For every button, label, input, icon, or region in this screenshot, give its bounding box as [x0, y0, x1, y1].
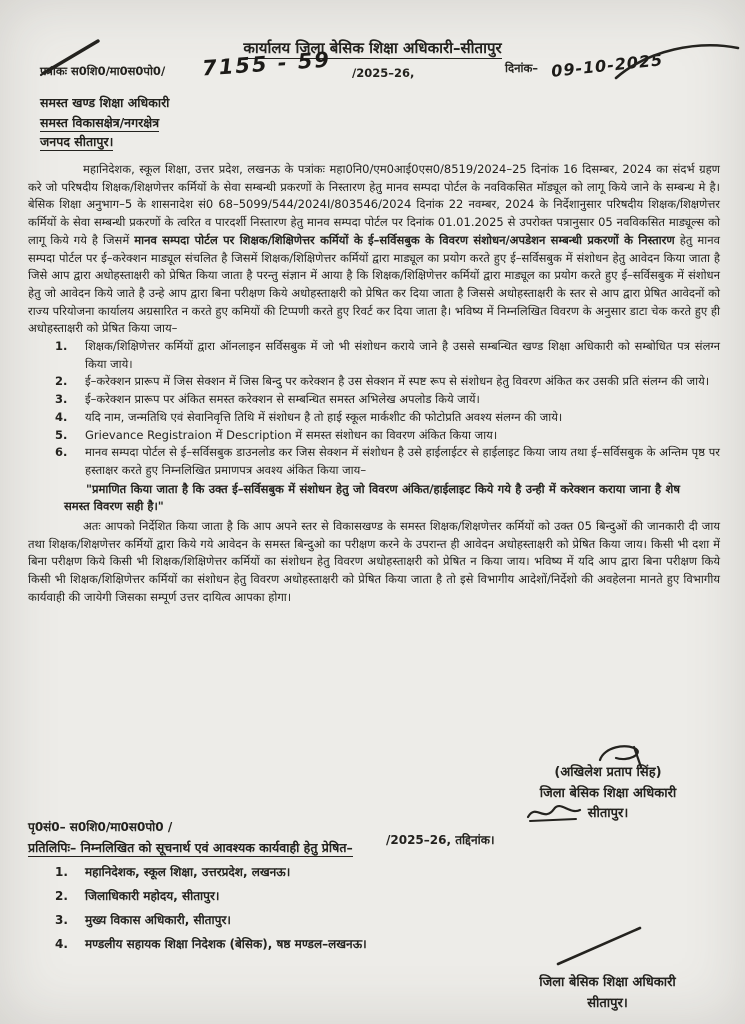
point-text: Grievance Registraion में Description में समस्त संशोधन का विवरण अंकित किया जाय। — [85, 427, 498, 442]
point-text: शिक्षक/शिक्षिणेत्तर कर्मियों द्वारा ऑनलाइन सर्विसबुक में जो भी संशोधन कराये जाने है उससे सम्बन्धित खण्ड शिक्षा अधिकारी को सम्बोधित पत्र संलग्न किया जाये। — [85, 339, 720, 371]
point-text: मानव सम्पदा पोर्टल से ई–सर्विसबुक डाउनलोड कर जिस सेक्शन में संशोधन है उसे हाईलाईटर से हाईलाइट किया जाय तथा ई–सर्विसबुक के अन्तिम पृष्ठ पर हस्ताक्षर करते हुए निम्नलिखित प्रमाणपत्र अवश्य अंकित किया जाय– — [85, 445, 720, 477]
point-text: ई–करेक्शन प्रारूप पर अंकित समस्त करेक्शन से सम्बन्धित समस्त अभिलेख अपलोड किये जायें। — [85, 392, 480, 407]
signatory-designation: जिला बेसिक शिक्षा अधिकारी — [539, 785, 677, 801]
copy-list — [28, 860, 628, 956]
point-number: 5. — [55, 427, 68, 442]
bottom-signatory-place: सीतापुर। — [587, 996, 628, 1011]
copy-text: महानिदेशक, स्कूल शिक्षा, उत्तरप्रदेश, लखनऊ। — [85, 865, 291, 879]
instruction-point — [28, 338, 720, 373]
point-text: ई–करेक्शन प्रारूप में जिस सेक्शन में जिस बिन्दु पर करेक्शन है उस सेक्शन में स्पष्ट रूप से संशोधन हेतु विवरण अंकित कर उसकी प्रति संलग्न की जाये। — [85, 374, 710, 389]
date-handwritten: 09-10-2025 — [550, 50, 665, 81]
instruction-point — [28, 373, 720, 391]
copy-text: मण्डलीय सहायक शिक्षा निदेशक (बेसिक), षष्ठ मण्डल–लखनऊ। — [85, 937, 367, 951]
endorsement-ref: पृ0सं0– स0शि0/मा0स0पो0 / — [28, 820, 173, 834]
copy-number: 1. — [55, 865, 68, 879]
instruction-point — [28, 444, 720, 479]
ref-number-handwritten: 7155 - 59 — [201, 47, 332, 81]
copy-number: 2. — [55, 889, 68, 903]
copy-item — [28, 860, 628, 884]
signature-scribble — [524, 799, 584, 827]
point-number: 6. — [55, 445, 68, 460]
copy-text: जिलाधिकारी महोदय, सीतापुर। — [85, 889, 220, 903]
recipient-line: समस्त विकासक्षेत्र/नगरक्षेत्र — [40, 114, 160, 130]
signatory-place: सीतापुर। — [587, 806, 629, 821]
para1-segment: हेतु मानव सम्पदा पोर्टल पर ई–करेक्शन माड्यूल संचलित है जिसमें शिक्षक/शिक्षिणेत्तर कर्मियों द्वारा माड्यूल का प्रयोग करते हुए ई–सर्विसबुक में संशोधन हेतु आवेदन किया जाता है जिसे आप द्वारा अधोहस्ताक्षरी को प्रेषित किया जाता है परन्तु संज्ञान में आया है कि शिक्षक/शिक्षिणेत्तर कर्मियों द्वारा माड्यूल का प्रयोग करते हुए ई–सर्विसबुक में संशोधन हेतु जो आवेदन किये जाते है उन्हे आप द्वारा बिना परीक्षण किये अधोहस्ताक्षरी को प्रेषित कर दिया जाता है जिससे अधोहस्ताक्षरी के स्तर से आप द्वारा प्रेषित आवेदनों को राज्य परियोजना कार्यालय अग्रसारित न करते हुए कमियों की टिप्पणी करते हुए रिवर्ट कर दिया जाता है। भविष्य में निम्नलिखित विवरण के अनुसार डाटा चेक करते हुए ही अधोहस्ताक्षरी को प्रेषित किया जाय– — [28, 232, 721, 336]
date-label: दिनांक– — [505, 61, 539, 75]
body-paragraph-2: अतः आपको निर्देशित किया जाता है कि आप अपने स्तर से विकासखण्ड के समस्त शिक्षक/शिक्षणेत्तर कर्मियों को उक्त 05 बिन्दुओं की जानकारी दी जाय तथा शिक्षक/शिक्षणेत्तर कर्मियों द्वारा किये गये आवेदन के समस्त बिन्दुओ का परीक्षण करने के उपरान्त ही आवेदन अधोहस्ताक्षरी को प्रेषित किया जाय। किसी भी दशा में बिना परीक्षण किये किसी भी शिक्षक/शिक्षिणेत्तर कर्मियों का संशोधन हेतु विवरण अधोहस्ताक्षरी को प्रेषित न किया जाय। भविष्य में यदि आप द्वारा बिना परीक्षण किये किसी भी शिक्षक/शिक्षिणेत्तर कर्मियों का संशोधन हेतु विवरण अधोहस्ताक्षरी को प्रेषित किया जाता है तो इसे विभागीय आदेशों/निर्देशो की अवहेलना मानते हुए विभागीय कार्यवाही की जायेगी जिसका सम्पूर्ण उत्तर दायित्व आपका होगा। — [28, 519, 720, 604]
certificate-quote: "प्रमाणित किया जाता है कि उक्त ई–सर्विसबुक में संशोधन हेतु जो विवरण अंकित/हाईलाइट किये गये है उन्ही में करेक्शन कराया जाना है शेष समस्त विवरण सही है।" — [64, 481, 680, 514]
ref-label: पत्रांकः स0शि0/मा0स0पो0/ — [40, 64, 166, 78]
recipient-block — [40, 93, 169, 152]
instruction-point — [28, 391, 720, 409]
point-text: यदि नाम, जन्मतिथि एवं सेवानिवृत्ति तिथि में संशोधन है तो हाई स्कूल मार्कशीट की फोटोप्रति अवश्य संलग्न की जाये। — [85, 409, 563, 424]
signature-stroke — [550, 920, 650, 970]
handwritten-date-flourish — [612, 36, 742, 82]
point-number: 2. — [55, 374, 68, 389]
signatory-name: (अखिलेश प्रताप सिंह) — [554, 765, 662, 780]
bottom-signatory-block — [500, 972, 715, 1014]
copy-heading-text: प्रतिलिपिः– निम्नलिखित को सूचनार्थ एवं आवश्यक कार्यवाही हेतु प्रेषित– — [28, 840, 353, 855]
copy-number: 4. — [55, 937, 68, 951]
office-title-text: कार्यालय जिला बेसिक शिक्षा अधिकारी–सीतापुर — [243, 39, 502, 57]
body-paragraph-1 — [28, 161, 720, 338]
copy-number: 3. — [55, 913, 68, 927]
point-number: 1. — [55, 339, 68, 354]
point-number: 3. — [55, 392, 68, 407]
copy-item — [28, 908, 628, 932]
copy-heading — [28, 839, 353, 856]
recipient-line: जनपद सीतापुर। — [40, 134, 114, 149]
recipient-line: समस्त खण्ड शिक्षा अधिकारी — [40, 95, 170, 110]
instruction-point — [28, 427, 720, 445]
point-number: 4. — [55, 409, 68, 424]
endorsement-session: /2025–26, तद्दिनांक। — [386, 833, 495, 847]
para1-segment: महानिदेशक, स्कूल शिक्षा, उत्तर प्रदेश, लखनऊ के पत्रांकः महा0नि0/एम0आई0एस0/8519/2024–25 दिनांक 16 दिसम्बर, 2024 का संदर्भ ग्रहण करे जो परिषदीय शिक्षक/शिक्षणेत्तर कर्मियों के सेवा सम्बन्धी प्रकरणों के निस्तारण हेतु मानव सम्पदा पोर्टल के नवविकसित मॉड्यूल को लागू किये जाने के सम्बन्ध मे है। बेसिक शिक्षा अनुभाग–5 के शासनादेश सं0 68–5099/544/2024I/803546/2024 दिनांक 22 नवम्बर, 2024 के निर्देशानुसार परिषदीय शिक्षक/शिक्षणेत्तर कर्मियों के सेवा सम्बन्धी प्रकरणों के त्वरित व पारदर्शी निस्तारण हेतु मानव सम्पदा पोर्टल पर दिनांक 01.01.2025 से उपरोक्त पत्रानुसार 05 नवविकसित माड्यूल्स को लागू किये गये है जिसमें — [28, 162, 720, 247]
copy-text: मुख्य विकास अधिकारी, सीतापुर। — [85, 913, 231, 927]
letter-body — [28, 161, 720, 607]
ref-session: /2025–26, — [352, 66, 415, 80]
copy-item — [28, 932, 628, 956]
para1-segment-bold: मानव सम्पदा पोर्टल पर शिक्षक/शिक्षिणेत्तर कर्मियों के ई–सर्विसबुक के विवरण संशोधन/अपडेशन सम्बन्धी प्रकरणों के निस्तारण — [134, 232, 675, 247]
bottom-signatory-designation: जिला बेसिक शिक्षा अधिकारी — [539, 975, 676, 990]
instruction-point — [28, 409, 720, 427]
copy-item — [28, 884, 628, 908]
